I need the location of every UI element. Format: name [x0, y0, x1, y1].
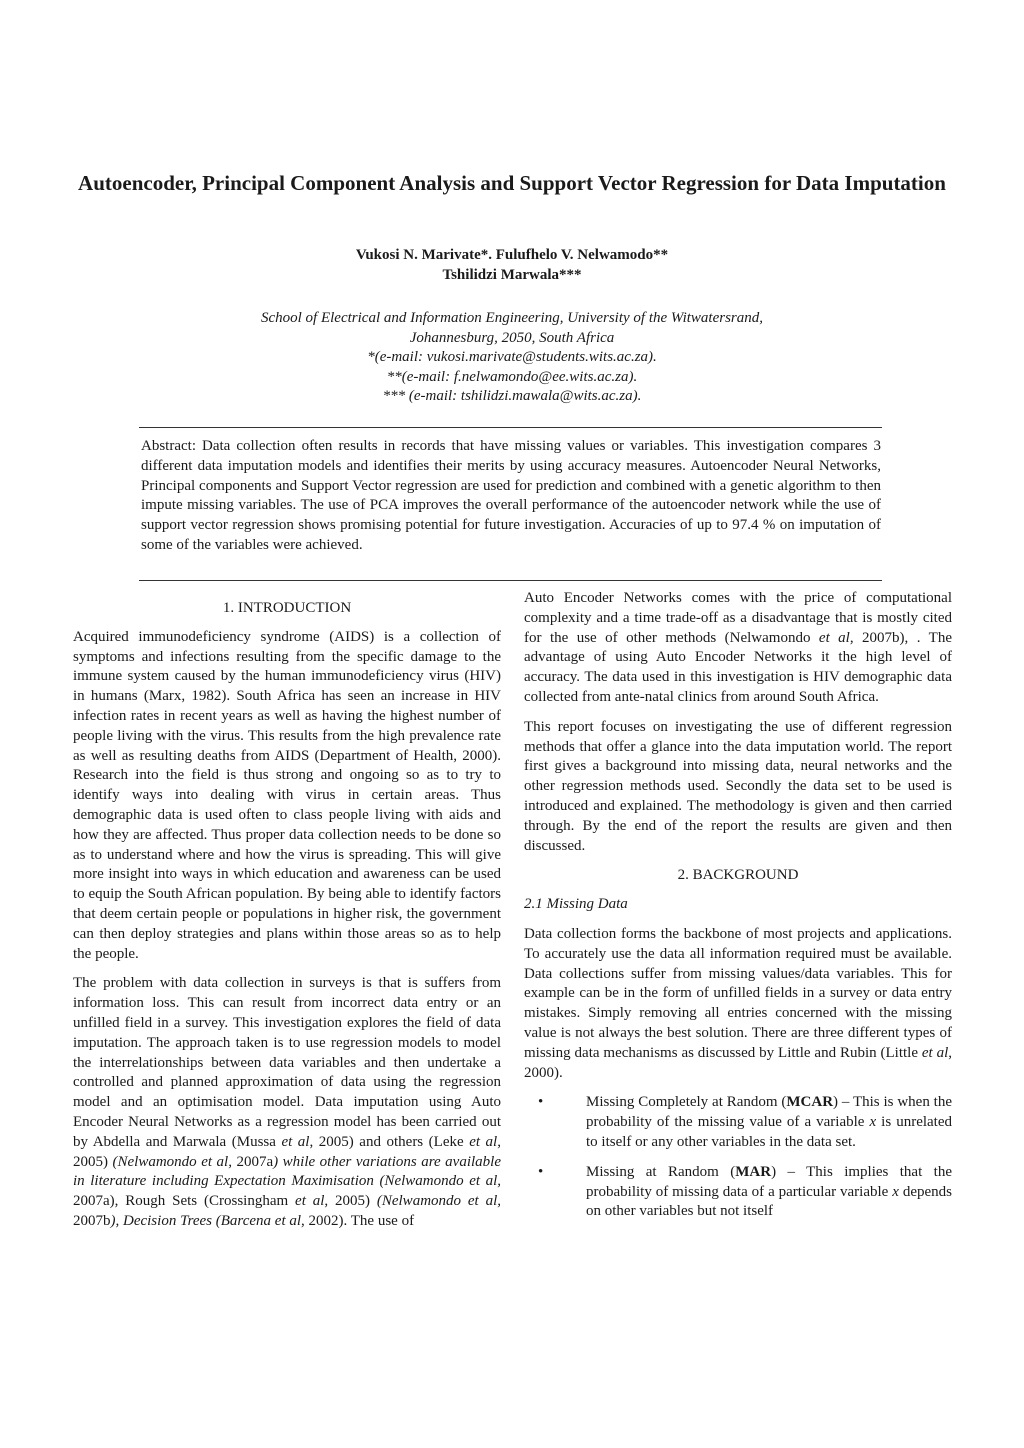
left-column	[73, 589, 501, 1242]
intro-paragraph-3: Auto Encoder Networks comes with the price of computational complexity and a time trade-off as a disadvantage that is mostly cited for the use of other methods (Nelwamondo et al, 2007b), . The advantage of using Auto Encoder Networks it the high level of accuracy. The data used in this investigation is HIV demographic data collected from ante-natal clinics from around South Africa.	[524, 590, 952, 705]
intro-paragraph-4: This report focuses on investigating the use of different regression methods that offer a glance into the data imputation world. The report first gives a background into missing data, neural networks and the other regression methods used. Secondly the data set to be used is introduced and explained. The methodology is given and then carried through. By the end of the report the results are given and then discussed.	[524, 718, 952, 854]
right-column	[524, 589, 952, 1232]
subsection-heading-missing-data: 2.1 Missing Data	[524, 896, 628, 913]
abstract-bottom-divider	[139, 580, 882, 581]
email-line: *** (e-mail: tshilidzi.mawala@wits.ac.za).	[382, 388, 642, 404]
bullet-icon: •	[538, 1094, 544, 1111]
abstract: Abstract: Data collection often results in records that have missing values or variables. This investigation compares 3 different data imputation models and identifies their merits by using accuracy measures. Autoencoder Neural Networks, Principal components and Support Vector regression are used for prediction and combined with a genetic algorithm to then impute missing variables. The use of PCA improves the overall performance of the autoencoder network while the use of support vector regression shows promising potential for future investigation. Accuracies of up to 97.4 % on imputation of some of the variables were achieved.	[141, 438, 881, 553]
authors-line-2: Tshilidzi Marwala***	[442, 267, 582, 283]
list-item-mar: • Missing at Random (MAR) – This implies that the probability of missing data of a particular variable x depends on other variables but not itself	[538, 1163, 952, 1220]
affiliation-line: School of Electrical and Information Engineering, University of the Witwatersrand,	[260, 310, 764, 326]
email-line: *(e-mail: vukosi.marivate@students.wits.ac.za).	[367, 349, 657, 365]
affiliation-block	[40, 309, 984, 407]
section-heading-background: 2. BACKGROUND	[677, 867, 799, 884]
bullet-icon: •	[538, 1163, 544, 1180]
affiliation-line: Johannesburg, 2050, South Africa	[409, 329, 615, 346]
background-paragraph-1: Data collection forms the backbone of most projects and applications. To accurately use the data all information required must be available. Data collections suffer from missing values/data variables. This for example can be in the form of unfilled fields in a survey or data entry mistakes. Simply removing all entries concerned with the missing value is not always the best solution. There are three different types of missing data mechanisms as discussed by Little and Rubin (Little et al, 2000).	[524, 925, 952, 1081]
intro-paragraph-2: The problem with data collection in surveys is that is suffers from information loss. This can result from incorrect data entry or an unfilled field in a survey. This investigation explores the field of data imputation. The approach taken is to use regression models to model the interrelationships between data variables and then undertake a controlled and planned approximation of data using the regression model and an optimisation model. Data imputation using Auto Encoder Neural Networks as a regression model has been carried out by Abdella and Marwala (Mussa et al, 2005) and others (Leke et al, 2005) (Nelwamondo et al, 2007a) while other variations are available in literature including Expectation Maximisation (Nelwamondo et al, 2007a), Rough Sets (Crossingham et al, 2005) (Nelwamondo et al, 2007b), Decision Trees (Barcena et al, 2002). The use of	[73, 975, 502, 1229]
email-line: **(e-mail: f.nelwamondo@ee.wits.ac.za).	[386, 368, 638, 385]
paper-title: Autoencoder, Principal Component Analysis and Support Vector Regression for Data Imputation	[78, 171, 946, 195]
list-item-mcar: • Missing Completely at Random (MCAR) – This is when the probability of the missing value of a variable x is unrelated to itself or any other variables in the data set.	[538, 1094, 952, 1150]
author-list	[40, 245, 984, 285]
missing-data-mechanisms-list	[524, 1093, 952, 1222]
authors-line-1: Vukosi N. Marivate*. Fulufhelo V. Nelwamodo**	[355, 247, 669, 263]
intro-paragraph-1: Acquired immunodeficiency syndrome (AIDS) is a collection of symptoms and infections resulting from the specific damage to the immune system caused by the human immunodeficiency virus (HIV) in humans (Marx, 1982). South Africa has seen an increase in HIV infection rates in recent years as well as having the highest number of people living with the virus. This results from the high prevalence rate as well as resulting deaths from AIDS (Department of Health, 2000). Research into the field is thus strong and ongoing so as to try to identify ways into dealing with virus in certain areas. Thus demographic data is used often to class people living with aids and how they are affected. Thus proper data collection needs to be done so as to understand where and how the virus is spreading. This will give more insight into ways in which education and awareness can be used to equip the South African population. By being able to identify factors that deem certain people or populations in higher risk, the government can then deploy strategies and plans within those areas so as to help the people.	[73, 628, 501, 962]
section-heading-introduction: 1. INTRODUCTION	[222, 600, 352, 616]
abstract-top-divider	[139, 427, 882, 428]
